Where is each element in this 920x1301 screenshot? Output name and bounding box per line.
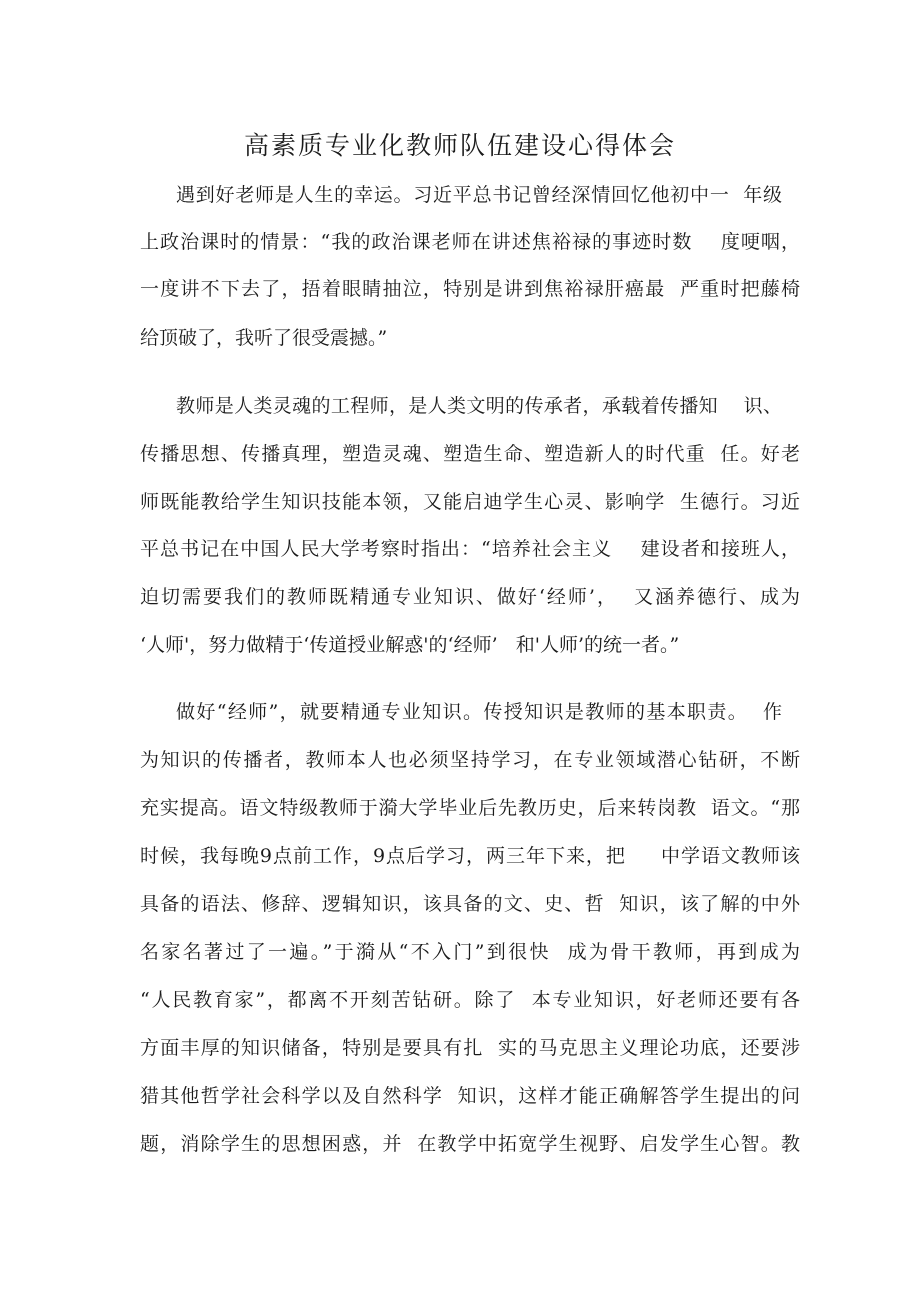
paragraph-2-line-5: 迫切需要我们的教师既精通专业知识、做好‘经师’， 又涵养德行、成为 xyxy=(140,586,800,608)
paragraph-2-line-3: 师既能教给学生知识技能本领，又能启迪学生心灵、影响学 生德行。习近 xyxy=(140,491,800,513)
paragraph-1-line-2: 上政治课时的情景：“我的政治课老师在讲述焦裕禄的事迹时数 度哽咽， xyxy=(140,231,800,253)
paragraph-2-line-6: ‘人师'，努力做精于‘传道授业解惑'的‘经师’ 和'人师’的统一者。” xyxy=(140,634,680,656)
paragraph-3-line-1: 做好“经师”，就要精通专业知识。传授知识是教师的基本职责。 作 xyxy=(176,701,782,723)
paragraph-3-line-2: 为知识的传播者，教师本人也必须坚持学习，在专业领域潜心钻研，不断 xyxy=(140,749,800,771)
paragraph-2-line-2: 传播思想、传播真理，塑造灵魂、塑造生命、塑造新人的时代重 任。好老 xyxy=(140,443,800,465)
paragraph-2-line-4: 平总书记在中国人民大学考察时指出：“培养社会主义 建设者和接班人， xyxy=(140,538,800,560)
paragraph-1-line-1: 遇到好老师是人生的幸运。习近平总书记曾经深情回忆他初中一 年级 xyxy=(176,184,782,206)
paragraph-1-line-4: 给顶破了，我听了很受震撼。” xyxy=(140,327,388,349)
paragraph-3-line-10: 题，消除学生的思想困惑，并 在教学中拓宽学生视野、启发学生心智。教 xyxy=(140,1133,800,1155)
paragraph-3-line-5: 具备的语法、修辞、逻辑知识，该具备的文、史、哲 知识，该了解的中外 xyxy=(140,893,800,915)
paragraph-3-line-4: 时候，我每晚9点前工作，9点后学习，两三年下来，把 中学语文教师该 xyxy=(140,845,800,867)
document-title: 高素质专业化教师队伍建设心得体会 xyxy=(243,131,676,160)
paragraph-3-line-6: 名家名著过了一遍。”于漪从“不入门”到很快 成为骨干教师，再到成为 xyxy=(140,941,800,963)
paragraph-3-line-8: 方面丰厚的知识储备，特别是要具有扎 实的马克思主义理论功底，还要涉 xyxy=(140,1037,800,1059)
paragraph-1-line-3: 一度讲不下去了，捂着眼睛抽泣，特别是讲到焦裕禄肝癌最 严重时把藤椅 xyxy=(140,278,800,300)
paragraph-3-line-3: 充实提高。语文特级教师于漪大学毕业后先教历史，后来转岗教 语文。“那 xyxy=(140,797,800,819)
paragraph-3-line-9: 猎其他哲学社会科学以及自然科学 知识，这样才能正确解答学生提出的问 xyxy=(140,1085,800,1107)
paragraph-2-line-1: 教师是人类灵魂的工程师，是人类文明的传承者，承载着传播知 识、 xyxy=(176,395,782,417)
paragraph-3-line-7: “人民教育家”，都离不开刻苦钻研。除了 本专业知识，好老师还要有各 xyxy=(140,989,800,1011)
